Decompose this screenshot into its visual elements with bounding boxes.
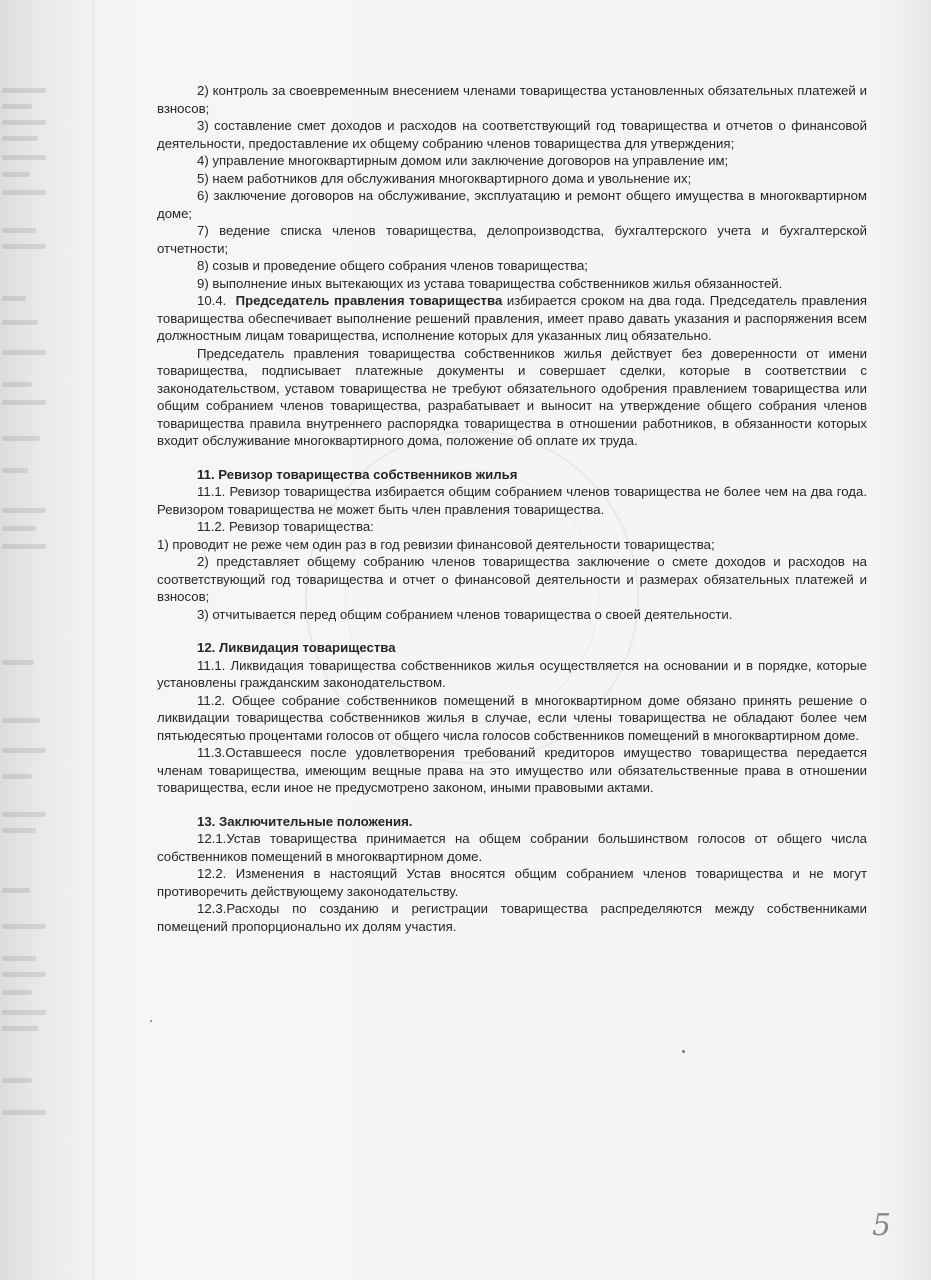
clause-11-2: 11.2. Ревизор товарищества: <box>197 519 374 534</box>
bleed-through-edge <box>0 0 60 1280</box>
clause-11-1: 11.1. Ревизор товарищества избирается общим собранием членов товарищества не более чем на два года. Ревизором товарищества не может быть член правления товарищества. <box>157 484 867 517</box>
list-item-4: 4) управление многоквартирным домом или заключение договоров на управление им; <box>197 153 729 168</box>
list-item-7: 7) ведение списка членов товарищества, делопроизводства, бухгалтерского учета и бухгалтерской отчетности; <box>157 223 867 256</box>
clause-text: избирается сроком на два года. Председатель правления товарищества обеспечивает выполнение решений правления, имеет право давать указания и распоряжения всем должностным лицам товарищества, исполнение которых для указанных лиц обязательно. <box>157 293 868 343</box>
auditor-duty-3: 3) отчитывается перед общим собранием членов товарищества о своей деятельности. <box>197 606 733 622</box>
document-body <box>157 82 867 935</box>
handwritten-page-number: 5 <box>872 1208 892 1243</box>
ink-speck <box>150 1020 152 1022</box>
clause-13-1: 12.1.Устав товарищества принимается на общем собрании большинством голосов от общего числа собственников помещений в многоквартирном доме. <box>157 831 867 864</box>
page-fold-shadow <box>92 0 96 1280</box>
clause-13-3: 12.3.Расходы по созданию и регистрации товарищества распределяются между собственниками помещений пропорционально их долям участия. <box>157 901 867 934</box>
section-11-heading: 11. Ревизор товарищества собственников жилья <box>197 466 518 482</box>
clause-10-4 <box>157 292 867 345</box>
list-item-3: 3) составление смет доходов и расходов на соответствующий год товарищества и отчетов о финансовой деятельности, предоставление их общему собранию членов товарищества для утверждения; <box>157 118 867 151</box>
list-item-9: 9) выполнение иных вытекающих из устава товарищества собственников жилья обязанностей. <box>197 275 783 291</box>
list-item-2: 2) контроль за своевременным внесением членами товарищества установленных обязательных платежей и взносов; <box>157 83 867 116</box>
clause-13-2: 12.2. Изменения в настоящий Устав вносятся общим собранием членов товарищества и не могут противоречить действующему законодательству. <box>157 866 867 899</box>
clause-number: 10.4. <box>197 293 227 308</box>
list-item-5: 5) наем работников для обслуживания многоквартирного дома и увольнение их; <box>197 170 692 186</box>
auditor-duty-2: 2) представляет общему собранию членов товарищества заключение о смете доходов и расходов на соответствующий год товарищества и отчет о финансовой деятельности и размерах обязательных платежей и взносов; <box>157 554 867 604</box>
list-item-6: 6) заключение договоров на обслуживание, эксплуатацию и ремонт общего имущества в многоквартирном доме; <box>157 188 867 221</box>
ink-speck <box>682 1050 685 1053</box>
clause-bold-term: Председатель правления товарищества <box>235 293 503 308</box>
auditor-duty-1: 1) проводит не реже чем один раз в год ревизии финансовой деятельности товарищества; <box>157 536 715 552</box>
clause-12-1: 11.1. Ликвидация товарищества собственников жилья осуществляется на основании и в порядке, которые установлены гражданским законодательством. <box>157 657 867 690</box>
list-item-8: 8) созыв и проведение общего собрания членов товарищества; <box>197 258 588 273</box>
section-12-heading: 12. Ликвидация товарищества <box>197 640 396 655</box>
chairman-paragraph: Председатель правления товарищества собственников жилья действует без доверенности от имени товарищества, подписывает платежные документы и совершает сделки, которые в соответствии с законодательством, уставом товарищества не требуют обязательного одобрения правлением товарищества или общим собранием членов товарищества, разрабатывает и выносит на утверждение общего собрания членов товарищества правила внутреннего распорядка товарищества в отношении работников, в обязанности которых входит обслуживание многоквартирного дома, положение об оплате их труда. <box>157 345 867 448</box>
clause-12-2: 11.2. Общее собрание собственников помещений в многоквартирном доме обязано принять решение о ликвидации товарищества собственников жилья в случае, если члены товарищества не обладают более чем пятьюдесятью процентами голосов от общего числа голосов собственников помещений в многоквартирном доме. <box>157 692 867 743</box>
clause-12-3: 11.3.Оставшееся после удовлетворения требований кредиторов имущество товарищества передается членам товарищества, имеющим вещные права на это имущество или обязательственные права в отношении товарищества, если иное не предусмотрено законом, иными правовыми актами. <box>157 745 867 795</box>
section-13-heading: 13. Заключительные положения. <box>197 813 413 829</box>
